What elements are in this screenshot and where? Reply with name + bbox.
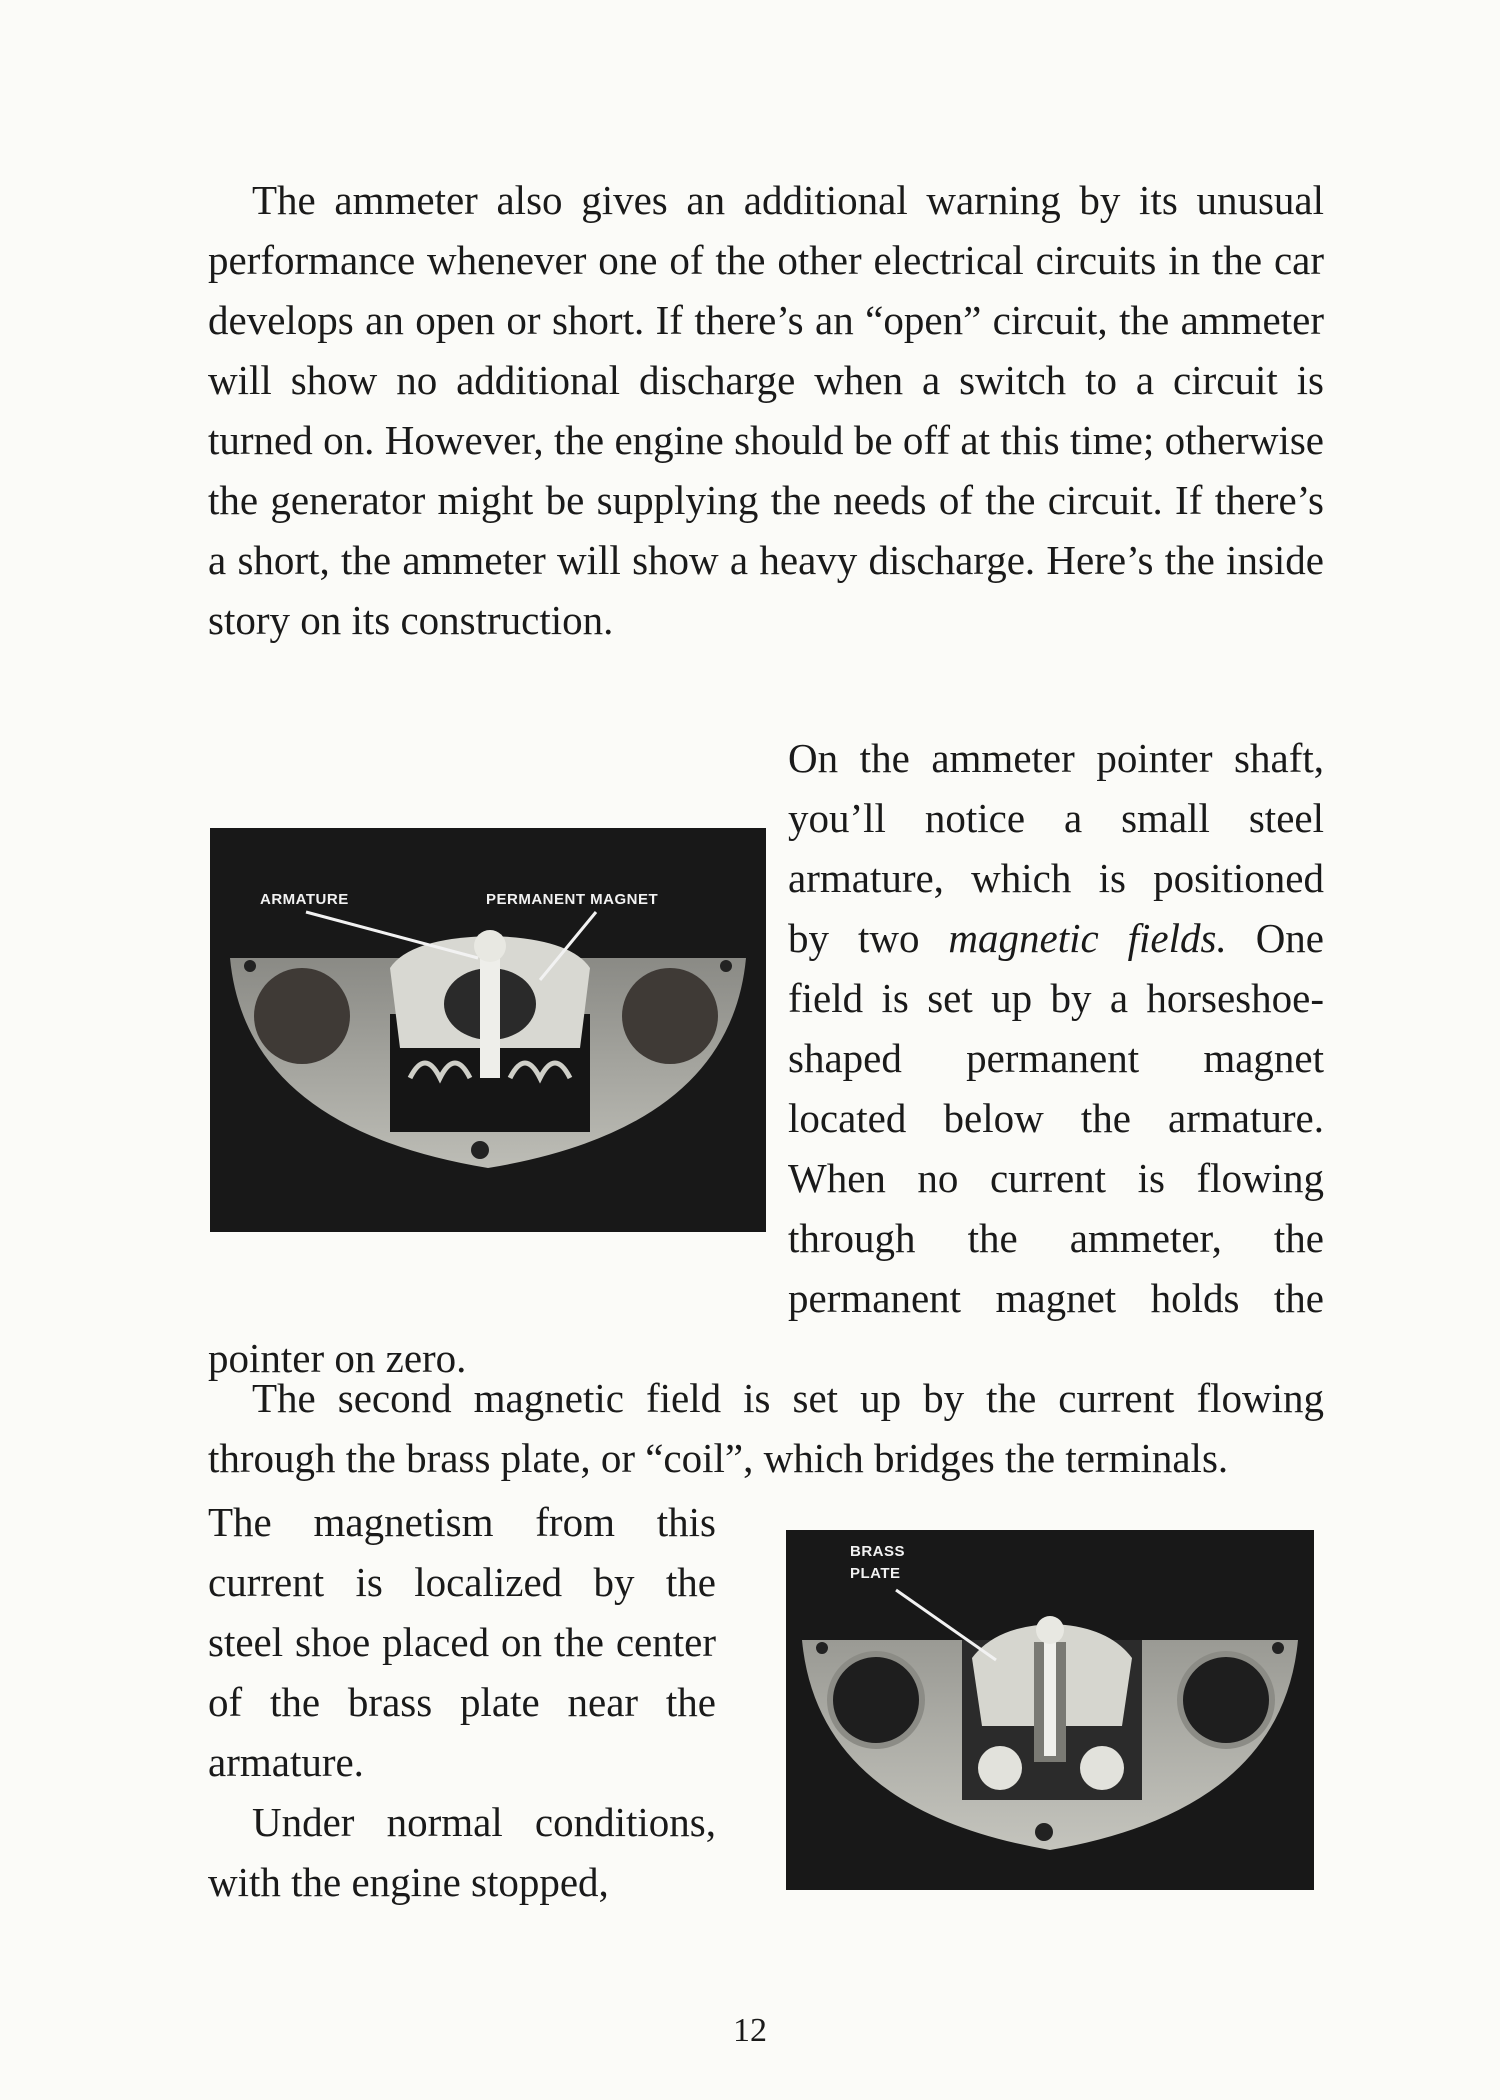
armature xyxy=(474,930,506,962)
armature xyxy=(1036,1616,1064,1644)
label-brass: BRASS xyxy=(850,1543,906,1560)
label-plate: PLATE xyxy=(850,1565,901,1582)
label-armature: ARMATURE xyxy=(260,891,349,908)
terminal-left xyxy=(254,968,350,1064)
mounting-hole-right xyxy=(720,960,732,972)
paragraph-magnetism: The magnetism from this current is localized by the steel shoe placed on the center of the brass plate near the armature. xyxy=(208,1499,716,1785)
ammeter-armature-photo xyxy=(210,828,766,1232)
pointer-shaft xyxy=(1044,1626,1056,1756)
paragraph-ammeter-warning: The ammeter also gives an additional warning by its unusual performance whenever one of the other electrical circuits in the car develops an open or short. If there’s an “open” circuit, the ammeter will show no additional discharge when a switch to a circuit is turned on. However, the engine should be off at this time; otherwise the generator might be supplying the needs of the circuit. If there’s a short, the ammeter will show a heavy discharge. Here’s the inside story on its construction. xyxy=(208,177,1324,643)
mounting-hole-bottom xyxy=(1035,1823,1053,1841)
terminal-hole-left xyxy=(830,1654,922,1746)
paragraph-second-field: The second magnetic field is set up by the current flowing through the brass plate, or “coil”, which bridges the terminals. xyxy=(208,1375,1324,1481)
pointer-shaft xyxy=(480,948,500,1078)
ammeter-brass-plate-illustration xyxy=(786,1530,1314,1890)
label-permanent-magnet: PERMANENT MAGNET xyxy=(486,891,659,908)
terminal-right xyxy=(622,968,718,1064)
page-number: 12 xyxy=(733,2012,767,2049)
terminal-screw-left xyxy=(978,1746,1022,1790)
mounting-hole-left xyxy=(244,960,256,972)
ammeter-armature-illustration xyxy=(210,828,766,1232)
paragraph-normal-conditions: Under normal conditions, with the engine stopped, xyxy=(208,1799,716,1905)
ammeter-brass-plate-photo xyxy=(786,1530,1314,1890)
terminal-hole-right xyxy=(1180,1654,1272,1746)
magnetic-fields-italic: magnetic fields. xyxy=(948,915,1227,961)
mounting-hole-right xyxy=(1272,1642,1284,1654)
mounting-hole-bottom xyxy=(471,1141,489,1159)
paragraph-pointer-shaft-text-end: One field is set up by a horseshoe-shaped permanent magnet located below the armature. When no current is flowing through the ammeter, the permanent magnet holds the pointer on zero. xyxy=(208,915,1324,1381)
terminal-screw-right xyxy=(1080,1746,1124,1790)
paragraph-pointer-shaft-text: On the ammeter pointer shaft, you’ll notice a small steel armature, which is positioned by two xyxy=(788,735,1324,961)
mounting-hole-left xyxy=(816,1642,828,1654)
